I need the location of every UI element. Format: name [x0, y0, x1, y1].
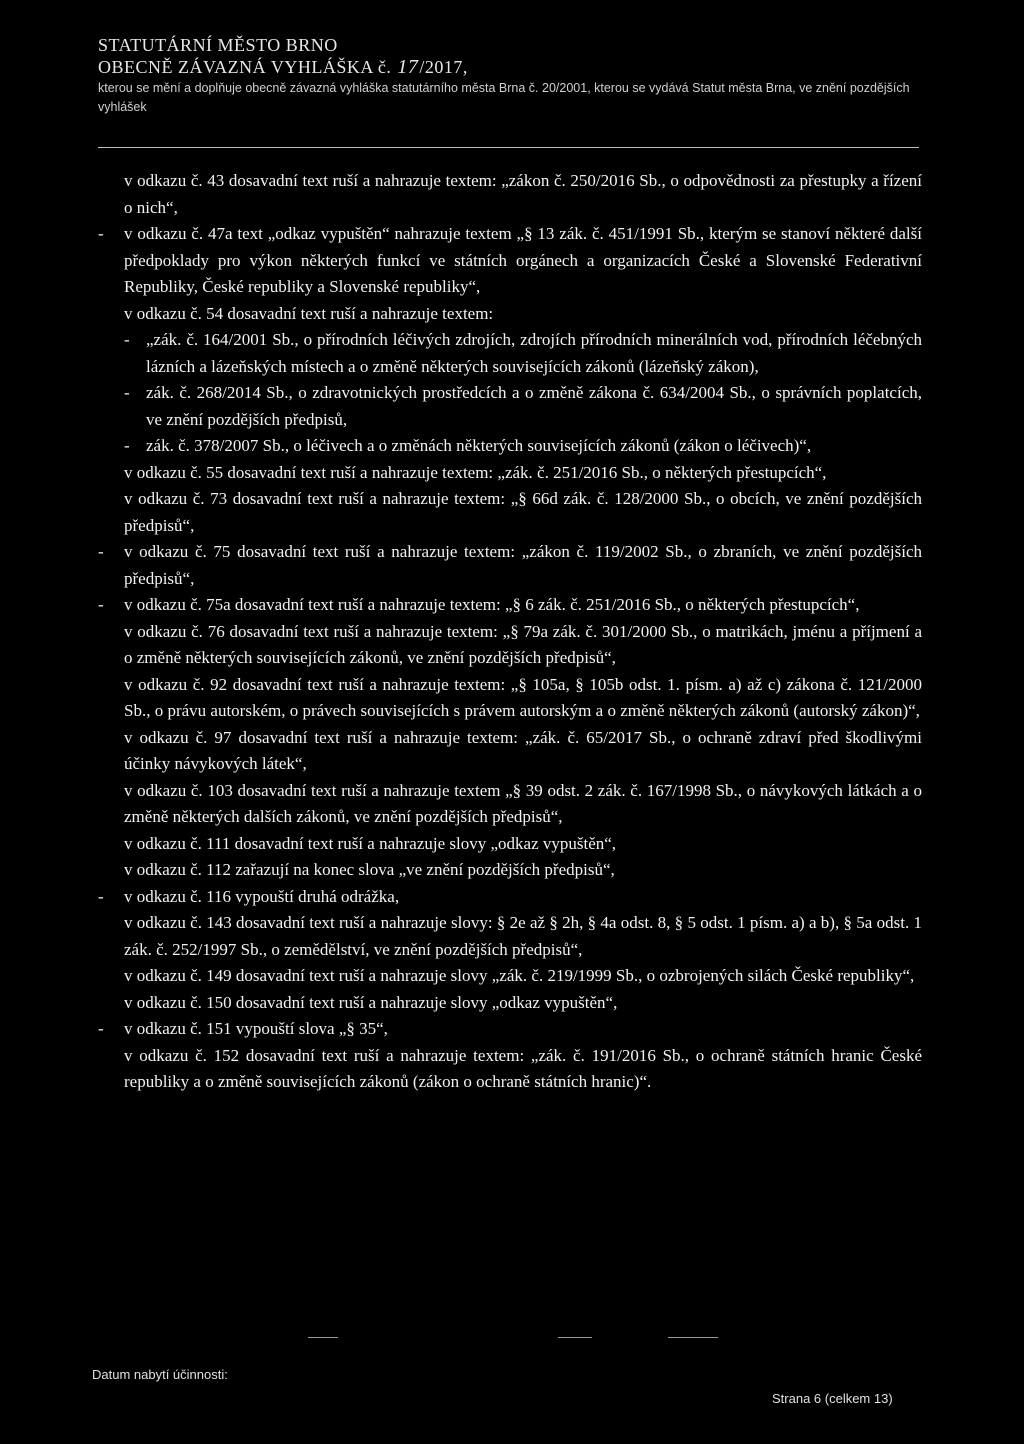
amendment-subtext: zák. č. 378/2007 Sb., o léčivech a o změnách některých souvisejících zákonů (zákon o léčivech)“,: [146, 436, 812, 455]
amendment-text: v odkazu č. 97 dosavadní text ruší a nahrazuje textem: „zák. č. 65/2017 Sb., o ochraně zdraví před škodlivými účinky návykových látek“,: [124, 727, 922, 773]
amendment-text: v odkazu č. 73 dosavadní text ruší a nahrazuje textem: „§ 66d zák. č. 128/2000 Sb., o obcích, ve znění pozdějších předpisů“,: [124, 489, 922, 535]
amendment-subitem: [92, 433, 922, 460]
amendment-item: [92, 990, 922, 1017]
list-dash: -: [98, 542, 104, 561]
regulation-number: 17: [397, 56, 419, 78]
amendment-text: v odkazu č. 103 dosavadní text ruší a nahrazuje textem „§ 39 odst. 2 zák. č. 167/1998 Sb., o návykových látkách a o změně některých dalších zákonů, ve znění pozdějších předpisů“,: [124, 780, 922, 826]
footer-line: [308, 1337, 338, 1338]
amendment-text: v odkazu č. 111 dosavadní text ruší a nahrazuje slovy „odkaz vypuštěn“,: [124, 833, 617, 853]
amendment-text: v odkazu č. 54 dosavadní text ruší a nahrazuje textem:: [124, 303, 494, 323]
amendment-subtext: zák. č. 268/2014 Sb., o zdravotnických prostředcích a o změně zákona č. 634/2004 Sb., o správních poplatcích, ve znění pozdějších předpisů,: [146, 383, 922, 429]
amendment-item: [92, 486, 922, 539]
list-dash: -: [98, 595, 104, 614]
amendment-item: [92, 910, 922, 963]
amendment-item: [92, 725, 922, 778]
amendment-item: [92, 672, 922, 725]
amendment-item: [92, 619, 922, 672]
amendment-item: [92, 884, 922, 911]
amendment-text: v odkazu č. 112 zařazují na konec slova „ve znění pozdějších předpisů“,: [124, 860, 615, 879]
document-header: [98, 34, 928, 117]
amendment-text: v odkazu č. 75 dosavadní text ruší a nahrazuje textem: „zákon č. 119/2002 Sb., o zbraních, ve znění pozdějších předpisů“,: [124, 542, 922, 588]
regulation-subtitle: kterou se mění a doplňuje obecně závazná vyhláška statutárního města Brna č. 20/2001, kterou se vydává Statut města Brna, ve znění pozdějších vyhlášek: [98, 81, 910, 114]
amendment-item: [92, 963, 922, 990]
page-number: Strana 6 (celkem 13): [772, 1391, 893, 1406]
amendment-item: [92, 778, 922, 831]
footer-line: [668, 1337, 718, 1338]
amendment-text: v odkazu č. 92 dosavadní text ruší a nahrazuje textem: „§ 105a, § 105b odst. 1. písm. a) až c) zákona č. 121/2000 Sb., o právu autorském, o právech souvisejících s právem autorským a o změně některých zákonů (autorský zákon)“,: [124, 674, 922, 720]
amendment-item: [92, 831, 922, 858]
list-dash: -: [98, 1019, 104, 1038]
list-dash: -: [124, 436, 130, 455]
amendment-text: v odkazu č. 150 dosavadní text ruší a nahrazuje slovy „odkaz vypuštěn“,: [124, 992, 618, 1012]
list-dash: -: [98, 224, 104, 243]
amendment-subitem: [92, 327, 922, 380]
amendment-item: [92, 1016, 922, 1043]
amendment-item: [92, 460, 922, 487]
amendment-text: v odkazu č. 43 dosavadní text ruší a nahrazuje textem: „zákon č. 250/2016 Sb., o odpovědnosti za přestupky a řízení o nich“,: [124, 171, 922, 217]
regulation-title-suffix: /2017,: [419, 57, 468, 77]
header-divider: [98, 147, 919, 148]
amendment-text: v odkazu č. 76 dosavadní text ruší a nahrazuje textem: „§ 79a zák. č. 301/2000 Sb., o matrikách, jménu a příjmení a o změně některých souvisejících zákonů, ve znění pozdějších předpisů“,: [124, 621, 922, 667]
regulation-title: [98, 56, 928, 78]
amendment-text: v odkazu č. 149 dosavadní text ruší a nahrazuje slovy „zák. č. 219/1999 Sb., o ozbrojených silách České republiky“,: [124, 966, 915, 985]
amendment-list: [92, 168, 922, 1096]
amendment-text: v odkazu č. 152 dosavadní text ruší a nahrazuje textem: „zák. č. 191/2016 Sb., o ochraně státních hranic České republiky a o změně souvisejících zákonů (zákon o ochraně státních hranic)“.: [124, 1045, 922, 1091]
list-dash: -: [124, 383, 130, 402]
amendment-text: v odkazu č. 47a text „odkaz vypuštěn“ nahrazuje textem „§ 13 zák. č. 451/1991 Sb., kterým se stanoví některé další předpoklady pro výkon některých funkcí ve státních orgánech a organizacích České a Slovenské Federativní Republiky, České republiky a Slovenské republiky“,: [124, 224, 922, 296]
amendment-text: v odkazu č. 75a dosavadní text ruší a nahrazuje textem: „§ 6 zák. č. 251/2016 Sb., o některých přestupcích“,: [124, 595, 860, 614]
amendment-item: [92, 592, 922, 619]
effective-date-label: Datum nabytí účinnosti:: [92, 1367, 228, 1382]
amendment-item: [92, 1043, 922, 1096]
amendment-subtext: „zák. č. 164/2001 Sb., o přírodních léčivých zdrojích, zdrojích přírodních minerálních vod, přírodních léčebných lázních a lázeňských místech a o změně některých souvisejících zákonů (lázeňský zákon),: [146, 330, 922, 376]
footer-line: [558, 1337, 592, 1338]
amendment-item: [92, 221, 922, 301]
amendment-item: [92, 168, 922, 221]
amendment-text: v odkazu č. 116 vypouští druhá odrážka,: [124, 886, 400, 906]
amendment-item: [92, 539, 922, 592]
amendment-item: [92, 857, 922, 884]
city-name: STATUTÁRNÍ MĚSTO BRNO: [98, 35, 338, 55]
list-dash: -: [124, 330, 130, 349]
amendment-text: v odkazu č. 143 dosavadní text ruší a nahrazuje slovy: § 2e až § 2h, § 4a odst. 8, § 5 odst. 1 písm. a) a b), § 5a odst. 1 zák. č. 252/1997 Sb., o zemědělství, ve znění pozdějších předpisů“,: [124, 913, 922, 959]
amendment-text: v odkazu č. 55 dosavadní text ruší a nahrazuje textem: „zák. č. 251/2016 Sb., o některých přestupcích“,: [124, 462, 827, 482]
amendment-subitem: [92, 380, 922, 433]
amendment-text: v odkazu č. 151 vypouští slova „§ 35“,: [124, 1019, 388, 1038]
list-dash: -: [98, 886, 104, 906]
regulation-title-prefix: OBECNĚ ZÁVAZNÁ VYHLÁŠKA č.: [98, 57, 392, 77]
amendment-item: [92, 301, 922, 328]
